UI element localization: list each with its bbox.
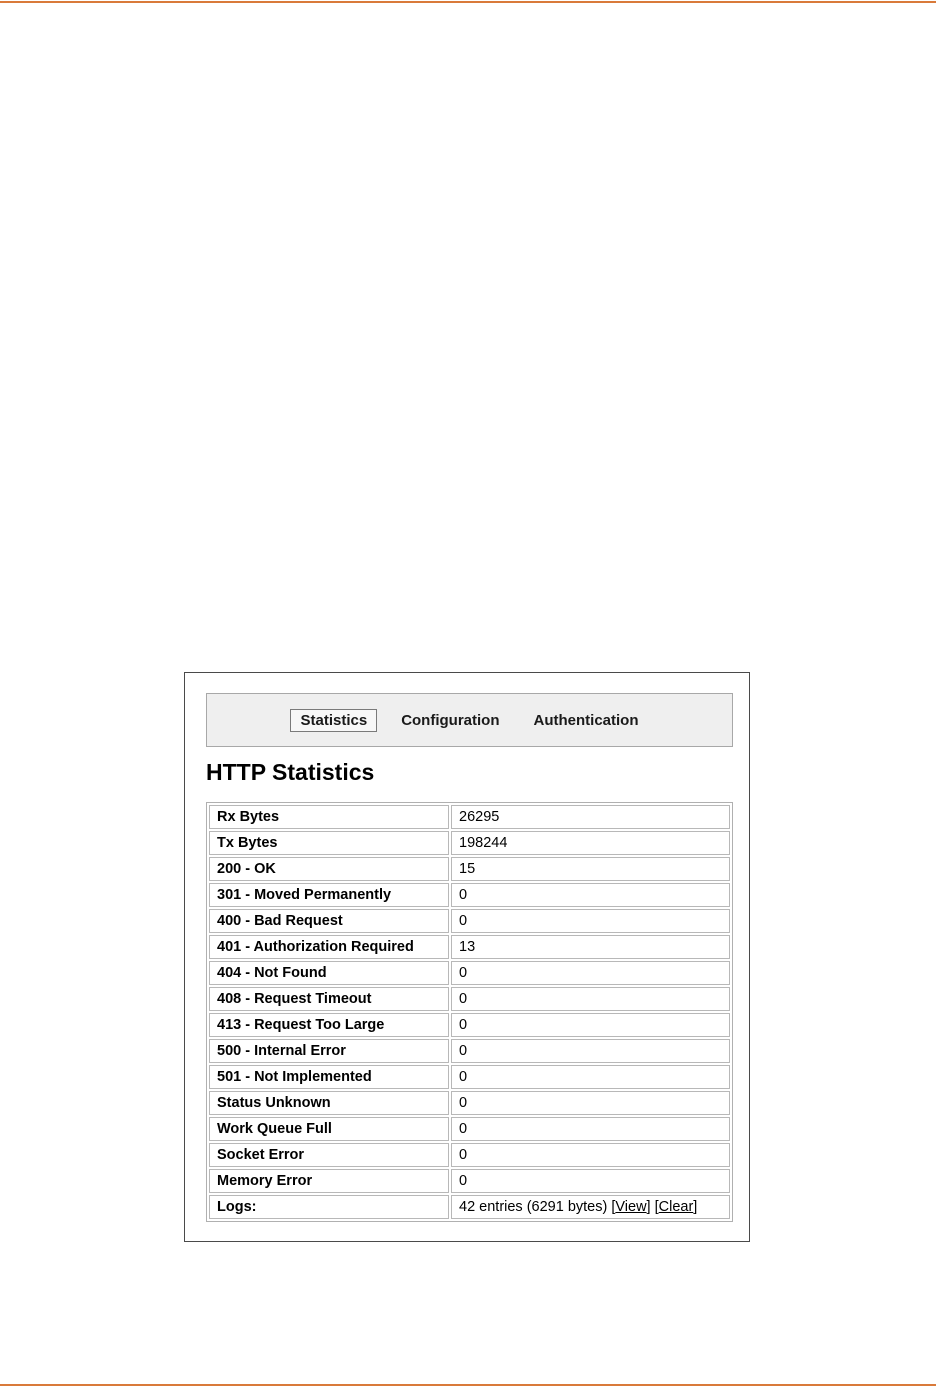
row-value: 15 bbox=[451, 857, 730, 881]
row-label: Rx Bytes bbox=[209, 805, 449, 829]
row-label: 400 - Bad Request bbox=[209, 909, 449, 933]
row-value: 0 bbox=[451, 961, 730, 985]
table-row bbox=[209, 805, 730, 829]
table-row bbox=[209, 1039, 730, 1063]
row-label: Tx Bytes bbox=[209, 831, 449, 855]
row-label: 301 - Moved Permanently bbox=[209, 883, 449, 907]
row-value: 0 bbox=[451, 1143, 730, 1167]
table-row bbox=[209, 831, 730, 855]
tab-configuration[interactable]: Configuration bbox=[401, 711, 500, 729]
tab-authentication[interactable]: Authentication bbox=[533, 711, 639, 729]
logs-summary: 42 entries (6291 bytes) bbox=[459, 1199, 608, 1215]
table-row bbox=[209, 1091, 730, 1115]
clear-logs-link[interactable]: Clear bbox=[658, 1199, 694, 1215]
table-row bbox=[209, 987, 730, 1011]
table-row bbox=[209, 883, 730, 907]
row-label: Work Queue Full bbox=[209, 1117, 449, 1141]
table-row bbox=[209, 1117, 730, 1141]
table-row bbox=[209, 961, 730, 985]
row-label-logs: Logs: bbox=[209, 1195, 449, 1219]
http-statistics-panel bbox=[184, 672, 750, 1242]
row-value: 0 bbox=[451, 1039, 730, 1063]
page-footer-rule bbox=[0, 1384, 936, 1386]
row-value: 0 bbox=[451, 987, 730, 1011]
row-value: 13 bbox=[451, 935, 730, 959]
statistics-table bbox=[206, 802, 733, 1222]
table-row bbox=[209, 909, 730, 933]
row-label: 413 - Request Too Large bbox=[209, 1013, 449, 1037]
row-label: 408 - Request Timeout bbox=[209, 987, 449, 1011]
row-value: 0 bbox=[451, 883, 730, 907]
table-row bbox=[209, 935, 730, 959]
row-label: Status Unknown bbox=[209, 1091, 449, 1115]
row-value: 0 bbox=[451, 1065, 730, 1089]
row-value: 0 bbox=[451, 1013, 730, 1037]
table-row bbox=[209, 1143, 730, 1167]
row-value: 0 bbox=[451, 909, 730, 933]
table-row-logs bbox=[209, 1195, 730, 1219]
row-label: 500 - Internal Error bbox=[209, 1039, 449, 1063]
row-label: 200 - OK bbox=[209, 857, 449, 881]
table-row bbox=[209, 1013, 730, 1037]
row-label: 404 - Not Found bbox=[209, 961, 449, 985]
row-value: 0 bbox=[451, 1117, 730, 1141]
row-value: 0 bbox=[451, 1169, 730, 1193]
row-label: 401 - Authorization Required bbox=[209, 935, 449, 959]
view-logs-link[interactable]: View bbox=[615, 1199, 647, 1215]
tab-bar bbox=[206, 693, 733, 747]
row-value: 26295 bbox=[451, 805, 730, 829]
row-value: 198244 bbox=[451, 831, 730, 855]
row-label: 501 - Not Implemented bbox=[209, 1065, 449, 1089]
table-row bbox=[209, 857, 730, 881]
row-value: 0 bbox=[451, 1091, 730, 1115]
row-value-logs: 42 entries (6291 bytes) [View] [Clear] bbox=[451, 1195, 730, 1219]
page-title: HTTP Statistics bbox=[206, 759, 375, 785]
page-header-rule bbox=[0, 1, 936, 3]
row-label: Socket Error bbox=[209, 1143, 449, 1167]
table-row bbox=[209, 1169, 730, 1193]
tab-statistics[interactable]: Statistics bbox=[290, 709, 377, 732]
row-label: Memory Error bbox=[209, 1169, 449, 1193]
table-row bbox=[209, 1065, 730, 1089]
